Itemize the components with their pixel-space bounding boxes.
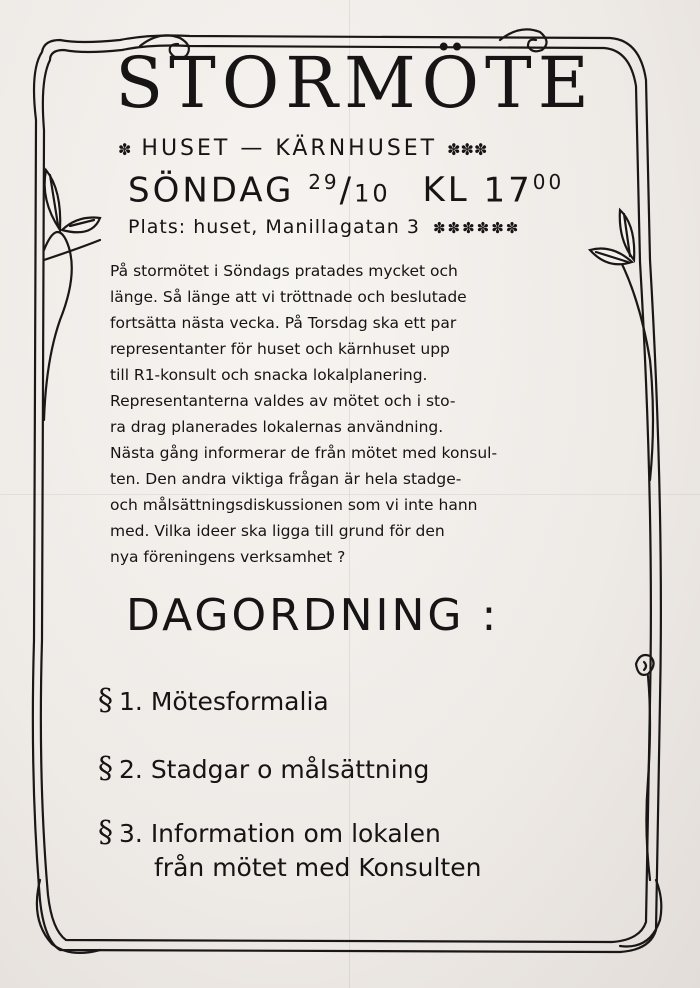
subtitle-line xyxy=(118,136,598,161)
body-paragraph xyxy=(110,258,600,570)
date-day: SÖNDAG xyxy=(128,170,295,211)
flower-stars-icon: ✽✽✽ xyxy=(447,140,488,159)
agenda-item-number: 1. xyxy=(119,687,143,716)
date-line xyxy=(128,170,598,210)
time-prefix: KL xyxy=(422,170,470,211)
body-line: Nästa gång informerar de från mötet med konsul- xyxy=(110,444,498,462)
place-label: Plats: xyxy=(128,216,187,238)
place-value: huset, Manillagatan 3 xyxy=(193,216,420,238)
flower-stars-icon: ✽✽✽✽✽✽ xyxy=(432,219,521,237)
flower-star-icon: ✽ xyxy=(118,140,132,159)
time-minutes: 00 xyxy=(532,170,565,194)
section-symbol: § xyxy=(98,683,113,718)
place-line xyxy=(128,216,598,238)
body-line: med. Vilka ideer ska ligga till grund för den xyxy=(110,522,445,540)
poster-title: STORMÖTE xyxy=(115,42,595,124)
body-line: representanter för huset och kärnhuset upp xyxy=(110,340,450,358)
agenda-item-number: 2. xyxy=(119,755,143,784)
section-symbol: § xyxy=(98,751,113,786)
agenda-title: DAGORDNING : xyxy=(126,590,500,641)
agenda-item-text: Stadgar o målsättning xyxy=(150,755,430,784)
agenda-item-number: 3. xyxy=(119,819,143,848)
date-separator: / xyxy=(339,170,355,211)
date-number: 29 xyxy=(308,170,340,194)
section-symbol: § xyxy=(98,815,113,850)
subtitle-text: HUSET — KÄRNHUSET xyxy=(141,136,438,161)
agenda-item-continuation: från mötet med Konsulten xyxy=(154,853,482,882)
body-line: Representanterna valdes av mötet och i sto- xyxy=(110,392,456,410)
time-hour: 17 xyxy=(483,170,533,211)
body-line: På stormötet i Söndags pratades mycket och xyxy=(110,262,458,280)
body-line: fortsätta nästa vecka. På Torsdag ska ett par xyxy=(110,314,457,332)
agenda-item xyxy=(98,684,598,719)
body-line: ra drag planerades lokalernas användning. xyxy=(110,418,444,436)
agenda-item xyxy=(98,752,598,787)
body-line: länge. Så länge att vi tröttnade och beslutade xyxy=(110,288,467,306)
body-line: och målsättningsdiskussionen som vi inte hann xyxy=(110,496,478,514)
body-line: nya föreningens verksamhet ? xyxy=(110,548,346,566)
agenda-item-text: Information om lokalen xyxy=(150,819,441,848)
date-month: 10 xyxy=(354,179,391,208)
body-line: till R1-konsult och snacka lokalplanering. xyxy=(110,366,428,384)
agenda-item xyxy=(98,816,598,885)
agenda-item-text: Mötesformalia xyxy=(150,687,329,716)
body-line: ten. Den andra viktiga frågan är hela stadge- xyxy=(110,470,462,488)
